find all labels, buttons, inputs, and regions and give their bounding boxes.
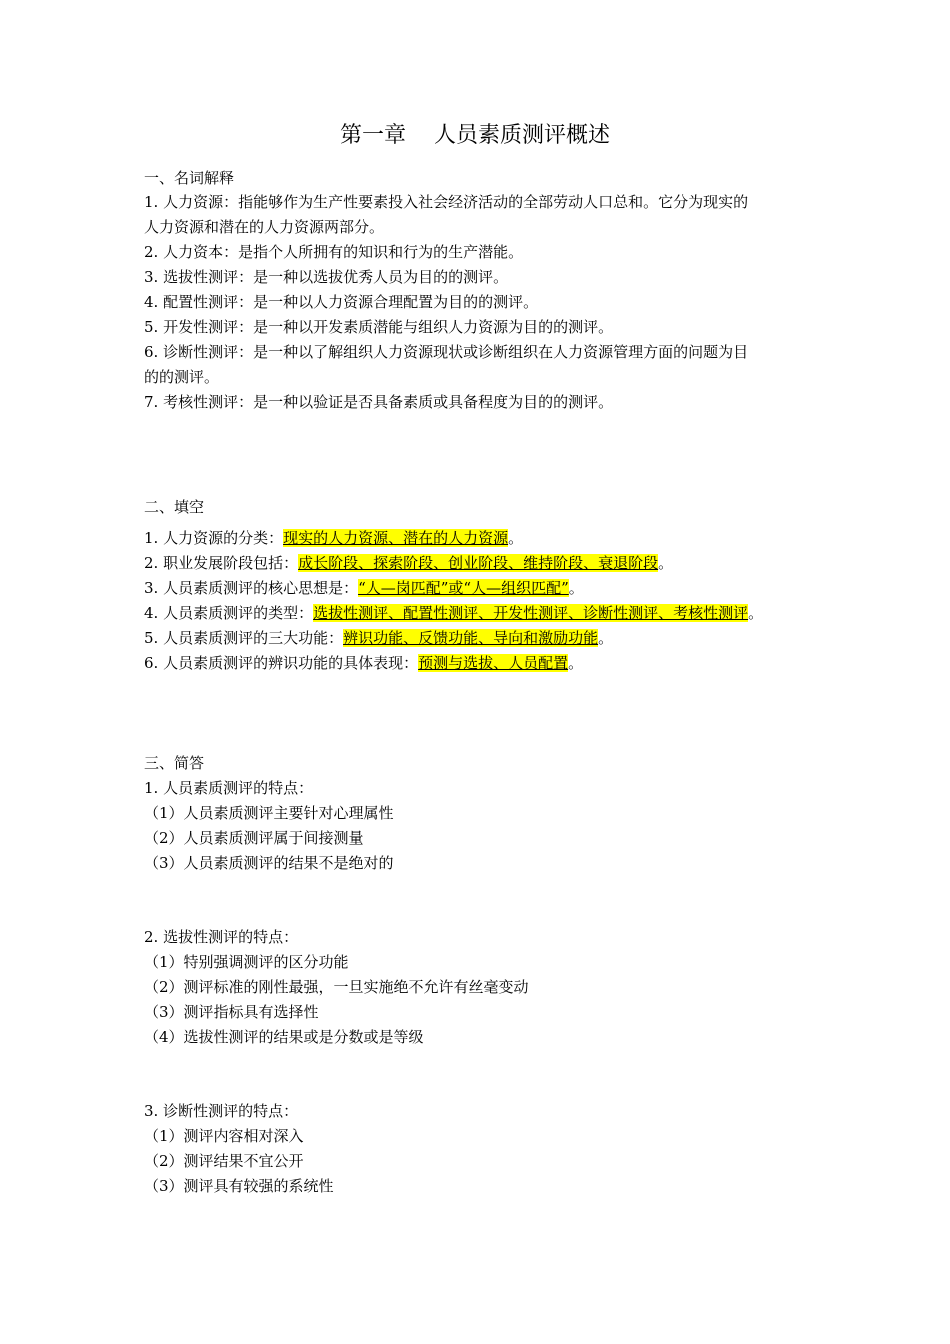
- fill-blank-item: [144, 627, 613, 649]
- fill-blank-answer: 选拔性测评、配置性测评、开发性测评、诊断性测评、考核性测评: [313, 604, 749, 622]
- fill-blank-question: 1. 人力资源的分类：: [144, 529, 284, 547]
- fill-blank-question: 5. 人员素质测评的三大功能：: [144, 629, 344, 647]
- definition-line: 6. 诊断性测评：是一种以了解组织人力资源现状或诊断组织在人力资源管理方面的问题为目: [144, 343, 749, 361]
- chapter-title: 第一章 人员素质测评概述: [340, 123, 610, 148]
- fill-blank-question: 4. 人员素质测评的类型：: [144, 604, 314, 622]
- section-heading-short-answer: 三、简答: [144, 754, 205, 772]
- fill-blank-answer: 辨识功能、反馈功能、导向和激励功能: [343, 629, 599, 647]
- short-answer-question: 3. 诊断性测评的特点：: [144, 1102, 299, 1120]
- answer-point: （2）测评标准的刚性最强，一旦实施绝不允许有丝毫变动: [144, 978, 529, 996]
- fill-blank-suffix: 。: [598, 629, 614, 647]
- fill-blank-answer: 现实的人力资源、潜在的人力资源: [283, 529, 509, 547]
- fill-blank-suffix: 。: [568, 654, 584, 672]
- fill-blank-item: [144, 527, 523, 549]
- fill-blank-question: 6. 人员素质测评的辨识功能的具体表现：: [144, 654, 419, 672]
- fill-blank-question: 3. 人员素质测评的核心思想是：: [144, 579, 359, 597]
- definition-line: 2. 人力资本：是指个人所拥有的知识和行为的生产潜能。: [144, 243, 524, 261]
- answer-point: （1）测评内容相对深入: [144, 1127, 304, 1145]
- fill-blank-suffix: 。: [748, 604, 764, 622]
- definition-line: 的的测评。: [144, 368, 220, 386]
- answer-point: （3）测评具有较强的系统性: [144, 1177, 334, 1195]
- fill-blank-question: 2. 职业发展阶段包括：: [144, 554, 299, 572]
- answer-point: （4）选拔性测评的结果或是分数或是等级: [144, 1028, 424, 1046]
- answer-point: （2）测评结果不宜公开: [144, 1152, 304, 1170]
- definition-line: 人力资源和潜在的人力资源两部分。: [144, 218, 385, 236]
- fill-blank-item: [144, 602, 763, 624]
- short-answer-question: 2. 选拔性测评的特点：: [144, 928, 299, 946]
- definition-line: 4. 配置性测评：是一种以人力资源合理配置为目的的测评。: [144, 293, 539, 311]
- short-answer-question: 1. 人员素质测评的特点：: [144, 779, 314, 797]
- fill-blank-item: [144, 577, 584, 599]
- answer-point: （1）特别强调测评的区分功能: [144, 953, 349, 971]
- definition-line: 7. 考核性测评：是一种以验证是否具备素质或具备程度为目的的测评。: [144, 393, 614, 411]
- definition-line: 3. 选拔性测评：是一种以选拔优秀人员为目的的测评。: [144, 268, 509, 286]
- definition-line: 5. 开发性测评：是一种以开发素质潜能与组织人力资源为目的的测评。: [144, 318, 614, 336]
- answer-point: （1）人员素质测评主要针对心理属性: [144, 804, 394, 822]
- answer-point: （2）人员素质测评属于间接测量: [144, 829, 364, 847]
- fill-blank-answer: “人—岗匹配”或“人—组织匹配”: [358, 579, 569, 597]
- fill-blank-item: [144, 552, 673, 574]
- fill-blank-answer: 成长阶段、探索阶段、创业阶段、维持阶段、衰退阶段: [298, 554, 659, 572]
- answer-point: （3）测评指标具有选择性: [144, 1003, 319, 1021]
- definition-line: 1. 人力资源：指能够作为生产性要素投入社会经济活动的全部劳动人口总和。它分为现实的: [144, 193, 749, 211]
- section-heading-fill-blank: 二、填空: [144, 498, 205, 516]
- fill-blank-item: [144, 652, 583, 674]
- section-heading-definitions: 一、名词解释: [144, 169, 235, 187]
- fill-blank-suffix: 。: [508, 529, 524, 547]
- fill-blank-answer: 预测与选拔、人员配置: [418, 654, 569, 672]
- answer-point: （3）人员素质测评的结果不是绝对的: [144, 854, 394, 872]
- fill-blank-suffix: 。: [568, 579, 584, 597]
- fill-blank-suffix: 。: [658, 554, 674, 572]
